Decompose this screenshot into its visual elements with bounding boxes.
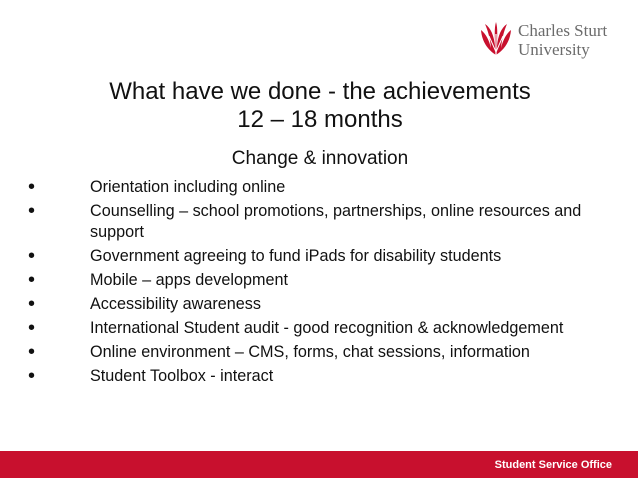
bullet-text: Government agreeing to fund iPads for disability students — [90, 247, 502, 265]
bullet-text: International Student audit - good recognition & acknowledgement — [90, 319, 564, 337]
bullet-text: Student Toolbox - interact — [90, 367, 274, 385]
bullet-text: Orientation including online — [90, 178, 286, 196]
bullet-item — [20, 366, 610, 387]
logo-line-1: Charles Sturt — [518, 21, 608, 40]
bullet-item — [20, 294, 610, 315]
waratah-flower-icon — [478, 22, 514, 56]
bullet-icon: • — [28, 365, 36, 387]
slide-title — [60, 78, 580, 134]
bullet-text: Counselling – school promotions, partnerships, online resources and support — [90, 202, 582, 241]
logo-line-2: University — [518, 40, 590, 59]
bullet-item — [20, 201, 610, 243]
bullet-icon: • — [28, 341, 36, 363]
bullet-icon: • — [28, 245, 36, 267]
bullet-text: Mobile – apps development — [90, 271, 288, 289]
logo-wordmark — [518, 21, 607, 59]
bullet-text: Online environment – CMS, forms, chat sessions, information — [90, 343, 530, 361]
bullet-item — [20, 270, 610, 291]
title-line-2: 12 – 18 months — [237, 106, 403, 133]
bullet-item — [20, 342, 610, 363]
bullet-icon: • — [28, 176, 36, 198]
footer-bar — [0, 451, 638, 478]
bullet-icon: • — [28, 293, 36, 315]
bullet-list — [20, 177, 610, 390]
bullet-item — [20, 177, 610, 198]
bullet-item — [20, 246, 610, 267]
footer-label: Student Service Office — [494, 459, 612, 471]
title-line-1: What have we done - the achievements — [109, 78, 531, 105]
bullet-item — [20, 318, 610, 339]
slide-subtitle: Change & innovation — [231, 148, 409, 169]
bullet-icon: • — [28, 317, 36, 339]
bullet-text: Accessibility awareness — [90, 295, 261, 313]
bullet-icon: • — [28, 200, 36, 222]
university-logo — [478, 18, 628, 62]
bullet-icon: • — [28, 269, 36, 291]
